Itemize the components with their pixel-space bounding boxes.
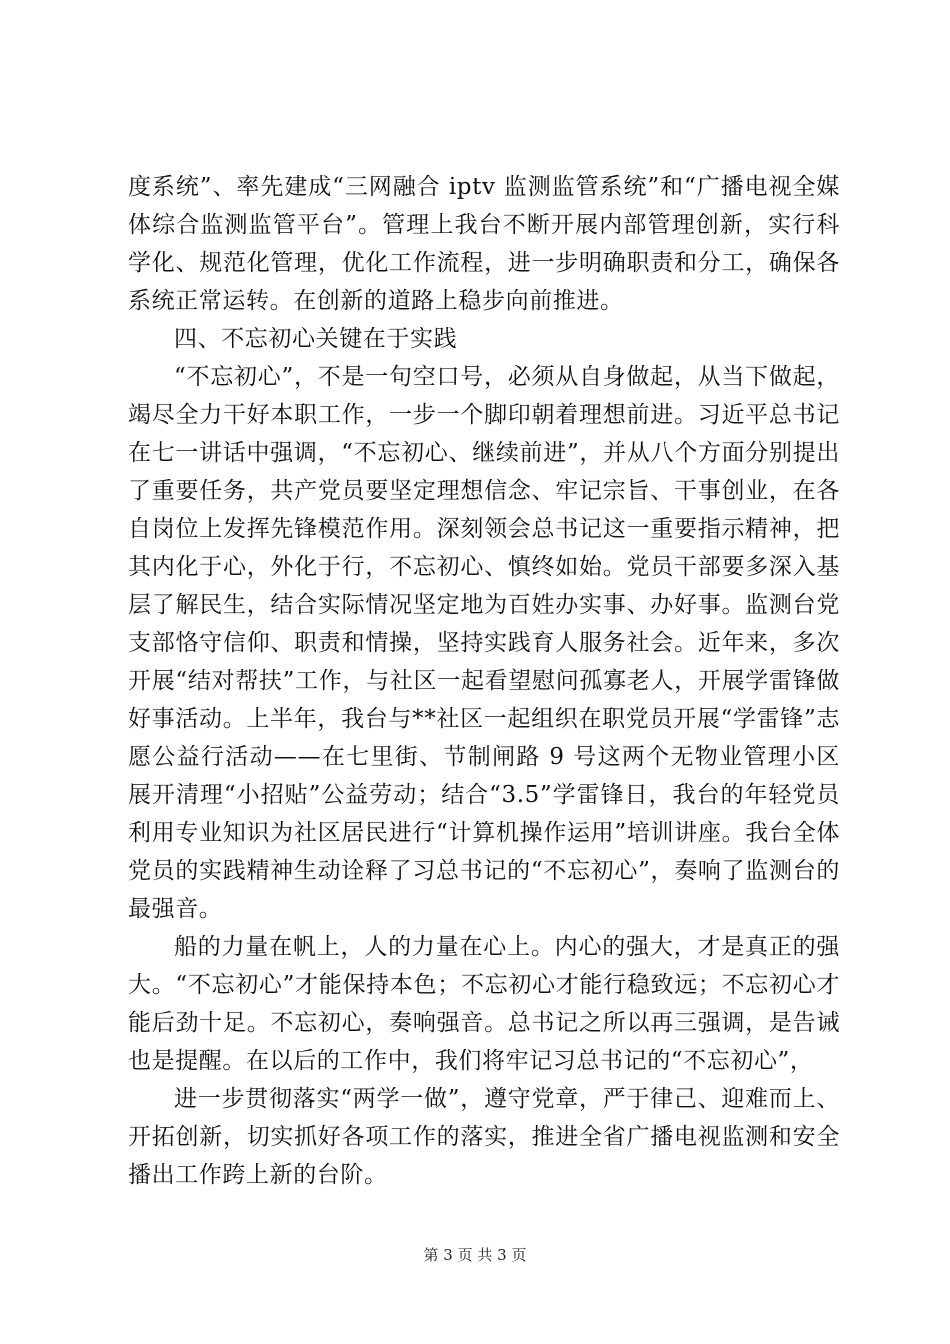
paragraph-continuation: 度系统”、率先建成“三网融合 iptv 监测监管系统”和“广播电视全媒体综合监测监管平台”。管理上我台不断开展内部管理创新，实行科学化、规范化管理，优化工作流程，进一步明确职责和分工，确保各系统正常运转。在创新的道路上稳步向前推进。 xyxy=(128,174,840,314)
paragraph-inner-strength: 船的力量在帆上，人的力量在心上。内心的强大，才是真正的强大。“不忘初心”才能保持本色；不忘初心才能行稳致远；不忘初心才能后劲十足。不忘初心，奏响强音。总书记之所以再三强调，是告诫也是提醒。在以后的工作中，我们将牢记习总书记的“不忘初心”， xyxy=(128,934,840,1074)
section-heading: 四、不忘初心关键在于实践 xyxy=(174,326,458,352)
page-footer: 第 3 页 共 3 页 xyxy=(423,1246,527,1264)
document-body xyxy=(128,168,840,1194)
paragraph-practice: “不忘初心”，不是一句空口号，必须从自身做起，从当下做起，竭尽全力干好本职工作，一步一个脚印朝着理想前进。习近平总书记在七一讲话中强调，“不忘初心、继续前进”，并从八个方面分别提出了重要任务，共产党员要坚定理想信念、牢记宗旨、干事创业，在各自岗位上发挥先锋模范作用。深刻领会总书记这一重要指示精神，把其内化于心，外化于行，不忘初心、慎终如始。党员干部要多深入基层了解民生，结合实际情况坚定地为百姓办实事、办好事。监测台党支部恪守信仰、职责和情操，坚持实践育人服务社会。近年来，多次开展“结对帮扶”工作，与社区一起看望慰问孤寡老人，开展学雷锋做好事活动。上半年，我台与**社区一起组织在职党员开展“学雷锋”志愿公益行活动——在七里街、节制闸路 9 号这两个无物业管理小区展开清理“小招贴”公益劳动；结合“3.5”学雷锋日，我台的年轻党员利用专业知识为社区居民进行“计算机操作运用”培训讲座。我台全体党员的实践精神生动诠释了习总书记的“不忘初心”，奏响了监测台的最强音。 xyxy=(128,364,840,922)
paragraph-conclusion: 进一步贯彻落实“两学一做”，遵守党章，严于律己、迎难而上、开拓创新，切实抓好各项工作的落实，推进全省广播电视监测和安全播出工作跨上新的台阶。 xyxy=(128,1086,840,1188)
